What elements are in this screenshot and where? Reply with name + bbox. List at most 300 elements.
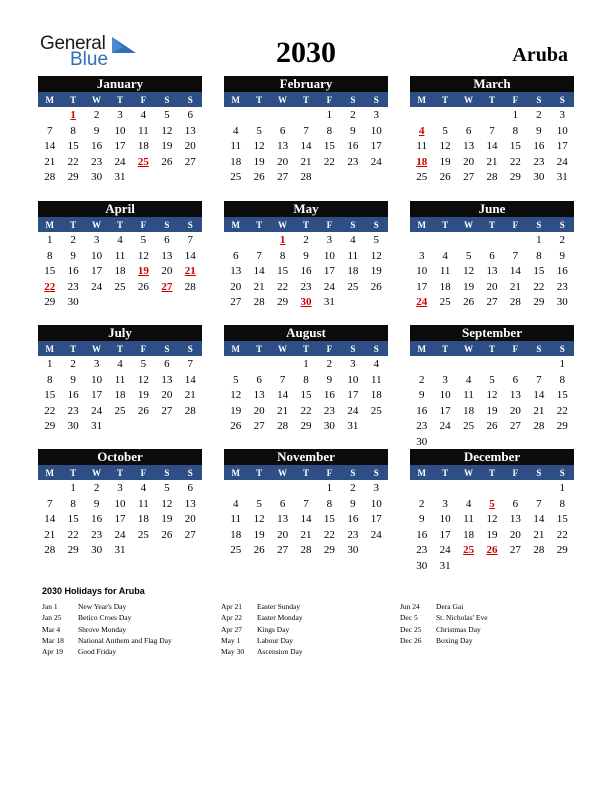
weekday-label: W (278, 94, 288, 105)
day-cell: 21 (300, 528, 312, 541)
holiday-date: Jun 24 (400, 602, 420, 611)
day-cell: 29 (323, 544, 335, 557)
holidays-column (42, 601, 222, 657)
day-cell: 23 (347, 528, 359, 541)
weekday-label: F (326, 467, 333, 478)
day-cell: 29 (556, 420, 568, 433)
day-cell: 25 (114, 280, 126, 293)
empty-day-cell (480, 233, 503, 249)
day-cell: 28 (509, 296, 521, 309)
day-cell: 29 (67, 544, 79, 557)
day-cell: 6 (164, 358, 170, 370)
empty-day-cell (433, 108, 456, 124)
month-name: November (224, 449, 388, 465)
day-cell: 22 (67, 528, 79, 541)
day-grid (410, 233, 574, 311)
day-cell: 21 (253, 280, 265, 293)
day-cell: 16 (91, 140, 103, 153)
country-name: Aruba (512, 44, 568, 66)
month-name: September (410, 325, 574, 341)
day-cell: 28 (44, 171, 56, 184)
weekday-label: M (45, 219, 54, 230)
day-cell: 18 (370, 389, 382, 402)
day-cell: 2 (93, 482, 100, 494)
holiday-name: Shrove Monday (78, 624, 127, 634)
weekday-label: F (512, 94, 519, 105)
weekday-label: S (559, 467, 565, 478)
day-cell: 8 (70, 497, 76, 510)
day-cell: 4 (232, 497, 239, 510)
day-cell: 16 (416, 528, 428, 541)
day-cell: 26 (463, 296, 475, 309)
month-name: December (410, 449, 574, 465)
day-cell: 23 (416, 420, 428, 433)
day-cell: 30 (91, 544, 103, 557)
holiday-row (221, 635, 401, 646)
empty-day-cell (271, 357, 294, 373)
day-cell: 2 (418, 497, 425, 510)
day-cell: 12 (486, 389, 498, 402)
day-cell: 12 (486, 513, 498, 526)
weekday-label: W (278, 343, 288, 354)
day-cell: 11 (370, 373, 382, 386)
day-cell: 27 (509, 420, 521, 433)
weekday-label: F (140, 94, 147, 105)
weekday-label: T (116, 94, 123, 105)
weekday-label: F (326, 94, 333, 105)
day-cell: 19 (370, 265, 382, 278)
day-cell: 24 (439, 544, 451, 557)
day-cell: 25 (370, 404, 382, 417)
day-cell: 13 (161, 249, 173, 262)
day-cell: 23 (67, 404, 79, 417)
weekday-label: T (302, 94, 309, 105)
day-cell: 24 (114, 528, 126, 541)
day-cell: 27 (161, 404, 173, 417)
day-cell: 24 (114, 155, 126, 168)
weekday-label: M (231, 343, 240, 354)
holiday-date: Jan 25 (42, 613, 62, 623)
day-cell: 19 (463, 280, 475, 293)
day-cell: 19 (253, 155, 265, 168)
day-cell: 6 (465, 124, 472, 137)
weekday-label: S (187, 467, 193, 478)
day-cell: 23 (323, 404, 335, 417)
holiday-name: Labour Day (257, 635, 294, 645)
day-cell: 17 (439, 404, 451, 417)
day-cell: 2 (350, 482, 356, 494)
weekday-label: S (164, 219, 170, 230)
weekday-label: M (417, 343, 426, 354)
day-cell: 6 (256, 373, 262, 386)
day-cell: 26 (137, 404, 149, 417)
day-cell: 10 (347, 373, 359, 386)
day-cell: 20 (277, 528, 289, 541)
weekday-label: T (302, 219, 309, 230)
day-cell: 29 (277, 296, 289, 309)
empty-day-cell (410, 233, 433, 249)
empty-day-cell (38, 481, 61, 497)
weekday-label: W (92, 343, 102, 354)
day-cell: 19 (137, 389, 149, 402)
holiday-date: Dec 26 (400, 635, 422, 645)
day-cell: 7 (536, 497, 542, 510)
day-cell: 28 (300, 544, 312, 557)
day-cell: 19 (161, 513, 173, 526)
weekday-label: M (231, 94, 240, 105)
day-cell: 4 (140, 482, 147, 494)
day-cell: 21 (486, 155, 498, 168)
weekday-label: F (512, 467, 519, 478)
day-cell: 18 (439, 280, 451, 293)
day-cell: 4 (442, 249, 448, 262)
day-cell: 31 (323, 296, 335, 309)
day-cell: 8 (559, 497, 566, 510)
day-cell: 17 (439, 528, 451, 541)
day-cell: 20 (161, 265, 173, 278)
holiday-day-cell: 22 (44, 280, 56, 293)
day-cell: 9 (418, 513, 425, 526)
day-cell: 21 (300, 155, 312, 168)
day-cell: 12 (253, 140, 265, 153)
month-november (224, 449, 388, 559)
holiday-day-cell: 1 (279, 234, 286, 246)
holiday-date: Mar 18 (42, 635, 64, 645)
holiday-date: Dec 25 (400, 624, 422, 634)
day-cell: 7 (303, 497, 309, 510)
day-cell: 23 (347, 155, 359, 168)
holidays-column (221, 601, 401, 657)
day-cell: 16 (347, 513, 359, 526)
day-cell: 14 (300, 513, 312, 526)
weekday-label: T (70, 219, 77, 230)
weekday-label: T (488, 467, 495, 478)
day-cell: 28 (277, 420, 289, 433)
day-cell: 5 (465, 249, 472, 262)
day-cell: 10 (370, 124, 382, 137)
day-cell: 18 (347, 265, 359, 278)
day-cell: 9 (536, 124, 542, 137)
weekday-label: M (45, 343, 54, 354)
weekday-label: M (45, 94, 54, 105)
weekday-label: S (164, 467, 170, 478)
empty-day-cell (527, 481, 550, 497)
holiday-row (42, 624, 222, 635)
day-cell: 12 (161, 497, 173, 510)
day-cell: 25 (230, 544, 242, 557)
day-cell: 7 (512, 249, 519, 262)
day-cell: 23 (533, 155, 545, 168)
day-cell: 20 (509, 404, 521, 417)
day-cell: 11 (416, 140, 427, 153)
day-cell: 8 (559, 373, 566, 386)
day-cell: 2 (536, 109, 542, 121)
weekday-header (224, 217, 388, 232)
day-cell: 19 (486, 404, 498, 417)
day-cell: 11 (347, 249, 359, 262)
day-cell: 28 (533, 420, 545, 433)
day-cell: 8 (46, 373, 53, 386)
weekday-label: T (442, 219, 449, 230)
empty-day-cell (433, 233, 456, 249)
day-cell: 17 (556, 140, 568, 153)
holiday-row (400, 612, 580, 623)
weekday-label: F (140, 467, 147, 478)
empty-day-cell (480, 481, 503, 497)
day-cell: 20 (486, 280, 498, 293)
day-cell: 11 (230, 513, 241, 526)
month-may (224, 201, 388, 311)
month-march (410, 76, 574, 186)
weekday-label: T (256, 467, 263, 478)
month-name: July (38, 325, 202, 341)
day-cell: 16 (533, 140, 545, 153)
day-cell: 27 (184, 528, 196, 541)
month-name: May (224, 201, 388, 217)
day-cell: 7 (187, 234, 194, 246)
day-cell: 25 (347, 280, 359, 293)
day-cell: 13 (230, 265, 242, 278)
holiday-day-cell: 24 (416, 296, 428, 309)
day-cell: 22 (556, 528, 568, 541)
holiday-row (221, 624, 401, 635)
day-cell: 24 (323, 280, 335, 293)
day-cell: 10 (370, 497, 382, 510)
day-cell: 21 (277, 404, 289, 417)
day-cell: 22 (323, 155, 335, 168)
day-cell: 16 (300, 265, 312, 278)
day-cell: 28 (184, 280, 196, 293)
day-cell: 16 (347, 140, 359, 153)
day-cell: 30 (347, 544, 359, 557)
day-cell: 13 (463, 140, 475, 153)
weekday-label: T (256, 219, 263, 230)
month-name: June (410, 201, 574, 217)
holiday-date: Jan 1 (42, 602, 58, 611)
month-january (38, 76, 202, 186)
holiday-date: May 1 (221, 635, 241, 645)
day-cell: 26 (253, 544, 265, 557)
weekday-label: M (417, 467, 426, 478)
holiday-row (42, 646, 222, 657)
day-cell: 6 (187, 482, 194, 494)
day-cell: 11 (138, 124, 149, 137)
day-cell: 1 (559, 358, 566, 370)
day-cell: 15 (323, 513, 335, 526)
empty-day-cell (224, 481, 247, 497)
day-cell: 10 (416, 265, 428, 278)
empty-day-cell (527, 357, 550, 373)
weekday-header (38, 341, 202, 356)
day-cell: 14 (509, 265, 521, 278)
holiday-date: Dec 5 (400, 613, 418, 623)
weekday-label: W (278, 467, 288, 478)
day-cell: 23 (300, 280, 312, 293)
day-cell: 14 (300, 140, 312, 153)
empty-day-cell (271, 481, 294, 497)
day-cell: 8 (326, 124, 333, 137)
day-cell: 10 (114, 497, 126, 510)
empty-day-cell (480, 357, 503, 373)
day-cell: 16 (91, 513, 103, 526)
day-cell: 9 (70, 373, 76, 386)
holiday-day-cell: 19 (137, 265, 149, 278)
day-cell: 4 (140, 109, 147, 121)
day-cell: 22 (533, 280, 545, 293)
day-cell: 15 (556, 389, 568, 402)
day-cell: 30 (67, 420, 79, 433)
weekday-label: S (164, 94, 170, 105)
holiday-row (42, 612, 222, 623)
day-cell: 25 (439, 296, 451, 309)
day-cell: 13 (184, 497, 196, 510)
day-cell: 2 (303, 234, 309, 246)
day-cell: 21 (533, 528, 545, 541)
holiday-name: Ascension Day (257, 647, 303, 657)
weekday-header (410, 217, 574, 232)
day-cell: 24 (370, 155, 382, 168)
day-cell: 1 (326, 482, 333, 494)
day-grid (38, 233, 202, 311)
empty-day-cell (247, 481, 270, 497)
weekday-header (38, 92, 202, 107)
day-cell: 3 (326, 234, 333, 246)
day-cell: 18 (114, 265, 126, 278)
day-cell: 13 (277, 140, 289, 153)
weekday-label: T (70, 343, 77, 354)
day-cell: 20 (184, 140, 196, 153)
day-cell: 23 (416, 544, 428, 557)
day-cell: 3 (350, 358, 356, 370)
empty-day-cell (247, 108, 270, 124)
day-cell: 4 (232, 124, 239, 137)
day-cell: 18 (230, 528, 242, 541)
holiday-day-cell: 1 (70, 109, 76, 121)
day-cell: 20 (230, 280, 242, 293)
day-cell: 15 (67, 140, 79, 153)
day-cell: 18 (137, 140, 149, 153)
day-cell: 24 (439, 420, 451, 433)
day-cell: 24 (370, 528, 382, 541)
day-cell: 5 (442, 124, 448, 137)
day-cell: 6 (489, 249, 495, 262)
day-cell: 31 (91, 420, 103, 433)
empty-day-cell (457, 357, 480, 373)
holiday-day-cell: 26 (486, 544, 498, 557)
day-cell: 27 (486, 296, 498, 309)
day-cell: 27 (253, 420, 265, 433)
empty-day-cell (38, 108, 61, 124)
day-cell: 29 (67, 171, 79, 184)
weekday-label: S (164, 343, 170, 354)
holiday-row (400, 624, 580, 635)
day-cell: 6 (164, 234, 170, 246)
day-cell: 22 (323, 528, 335, 541)
day-cell: 3 (418, 249, 425, 262)
weekday-label: T (302, 343, 309, 354)
day-cell: 10 (91, 249, 103, 262)
holiday-name: New Year's Day (78, 602, 127, 611)
day-cell: 10 (91, 373, 103, 386)
month-name: October (38, 449, 202, 465)
day-grid (224, 357, 388, 435)
holiday-row (221, 601, 401, 612)
day-cell: 23 (556, 280, 568, 293)
day-cell: 15 (277, 265, 289, 278)
empty-day-cell (457, 233, 480, 249)
day-cell: 28 (44, 544, 56, 557)
day-cell: 20 (277, 155, 289, 168)
weekday-label: S (373, 94, 379, 105)
day-cell: 13 (486, 265, 498, 278)
day-cell: 19 (253, 528, 265, 541)
weekday-header (410, 465, 574, 480)
weekday-header (410, 92, 574, 107)
empty-day-cell (410, 108, 433, 124)
day-cell: 5 (489, 373, 495, 386)
day-cell: 12 (137, 373, 149, 386)
day-cell: 26 (439, 171, 451, 184)
day-cell: 9 (70, 249, 76, 262)
day-cell: 25 (230, 171, 242, 184)
holiday-name: St. Nicholas' Eve (436, 613, 488, 623)
day-cell: 11 (138, 497, 149, 510)
weekday-label: S (373, 467, 379, 478)
weekday-label: S (350, 94, 356, 105)
day-cell: 2 (93, 109, 100, 121)
day-cell: 3 (93, 358, 100, 370)
weekday-header (38, 217, 202, 232)
month-august (224, 325, 388, 435)
month-april (38, 201, 202, 311)
holiday-row (221, 646, 401, 657)
day-cell: 23 (91, 155, 103, 168)
weekday-label: S (350, 219, 356, 230)
day-cell: 26 (230, 420, 242, 433)
day-cell: 7 (279, 373, 286, 386)
day-cell: 6 (232, 249, 239, 262)
day-cell: 7 (256, 249, 262, 262)
day-cell: 3 (373, 482, 380, 494)
day-cell: 14 (44, 140, 56, 153)
holidays-column (400, 601, 580, 646)
day-cell: 26 (486, 420, 498, 433)
day-cell: 15 (67, 513, 79, 526)
empty-day-cell (271, 108, 294, 124)
holiday-day-cell: 21 (184, 265, 196, 278)
day-cell: 17 (347, 389, 359, 402)
day-cell: 26 (370, 280, 382, 293)
day-cell: 18 (230, 155, 242, 168)
day-cell: 10 (114, 124, 126, 137)
day-cell: 24 (91, 404, 103, 417)
day-cell: 27 (277, 171, 289, 184)
weekday-label: S (536, 467, 542, 478)
day-cell: 13 (277, 513, 289, 526)
weekday-label: F (512, 343, 519, 354)
day-cell: 29 (300, 420, 312, 433)
day-cell: 18 (463, 404, 475, 417)
day-cell: 19 (230, 404, 242, 417)
weekday-label: S (187, 343, 193, 354)
day-cell: 27 (509, 544, 521, 557)
day-cell: 3 (117, 482, 123, 494)
day-cell: 17 (370, 513, 382, 526)
page-title-year: 2030 (276, 36, 336, 69)
day-cell: 12 (137, 249, 149, 262)
weekday-label: S (373, 343, 379, 354)
day-cell: 29 (44, 420, 56, 433)
